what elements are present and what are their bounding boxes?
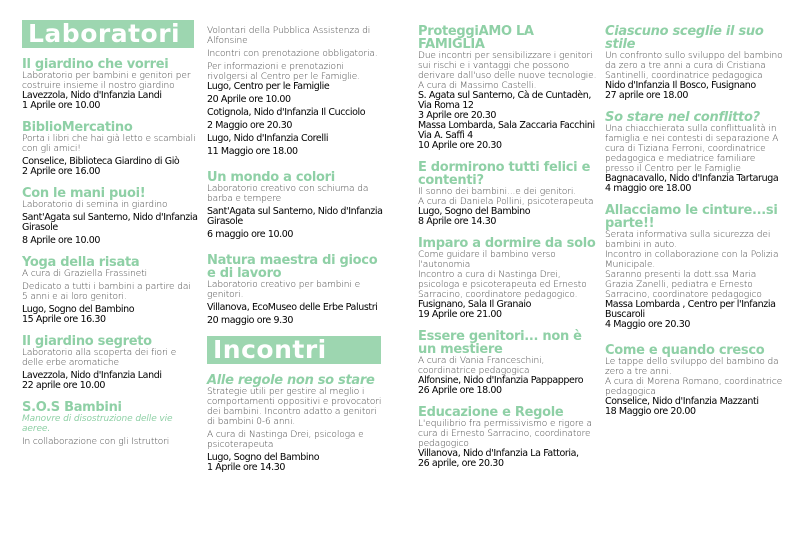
event-allacciamo-le-cinture [605,204,787,330]
event-location: Sant'Agata sul Santerno, Nido d'Infanzia Girasole [207,206,383,227]
event-date: 20 maggio ore 9.30 [207,315,294,326]
event-title: BiblioMercatino [22,120,133,135]
event-date: 20 Aprile ore 10.00 [207,94,291,105]
event-location: Lugo, Centro per le Famiglie [207,81,330,92]
event-description: Incontro a cura di Nastinga Drei, psicologa e psicoterapeuta ed Ernesto Sarracino, coordinatore pedagogico. [418,270,587,300]
event-imparo-a-dormire [418,237,600,320]
column-3 [418,25,600,479]
event-description: Una chiacchierata sulla conflittualità in famiglia e nei contesti di separazione A cura di Tiziana Ferroni, coordinatrice pedagogica e mediatrice familiare presso il Centro per le Famiglie [605,124,779,174]
section-heading-laboratori: Laboratori [22,20,194,48]
event-location: Massa Lombarda , Centro per l'Infanzia Buscaroli [605,299,776,320]
event-location: Conselice, Nido d'Infanzia Mazzanti [605,396,759,407]
event-subtitle: Manovre di disostruzione delle vie aeree. [22,414,173,434]
event-location: Sant'Agata sul Santerno, Nido d'Infanzia Girasole [22,212,198,233]
event-description: Laboratorio alla scoperta dei fiori e delle erbe aromatiche [22,348,177,368]
event-date: 19 Aprile ore 21.00 [418,309,502,320]
event-location: Lugo, Nido d'Infanzia Corelli [207,133,329,144]
event-description: L'equilibrio fra permissivismo e rigore a cura di Ernesto Sarracino, coordinatore pedagogico [418,419,592,449]
column-2 [207,26,385,483]
event-essere-genitori [418,330,600,396]
event-title: Essere genitori... non è un mestiere [418,329,582,357]
event-sos-bambini [22,401,198,447]
event-description: Laboratorio creativo per bambini e genitori. [207,280,361,300]
event-description: A cura di Daniela Pollini, psicoterapeuta [418,197,594,207]
event-il-giardino-segreto [22,335,198,391]
event-description: Volontari della Pubblica Assistenza di Alfonsine [207,26,371,46]
event-title: Alle regole non so stare [207,373,375,388]
event-location: Fusignano, Sala Il Granaio [418,299,532,310]
event-title: Come e quando cresco [605,343,765,358]
event-bibliomercatino [22,121,198,177]
event-title: Allacciamo le cinture...si parte!! [605,203,778,231]
event-description: Strategie utili per gestire al meglio i comportamenti oppositivi e provocatori dei bambini. Incontro adatto a genitori di bambini 0-6 anni. [207,387,382,427]
event-come-e-quando-cresco [605,344,787,417]
event-date: 15 Aprile ore 16.30 [22,314,106,325]
event-description: In collaborazione con gli Istruttori [22,437,170,447]
event-il-giardino-che-vorrei [22,58,198,111]
event-date: 4 Maggio ore 20.30 [605,319,690,330]
event-title: Il giardino segreto [22,334,152,349]
event-description: Un confronto sullo sviluppo del bambino da zero a tre anni a cura di Cristiana Santinelli, coordinatrice pedagogica [605,51,783,81]
event-date: 1 Aprile ore 10.00 [22,100,101,111]
event-title: Yoga della risata [22,255,140,270]
column-1 [22,20,198,457]
event-location: Lugo, Sogno del Bambino [22,304,135,315]
event-description: A cura di Nastinga Drei, psicologa e psicoterapeuta [207,430,364,450]
event-un-mondo-a-colori [207,171,385,240]
event-date: 2 Aprile ore 16.00 [22,166,101,177]
event-description: Incontro in collaborazione con la Polizia Municipale. [605,250,779,270]
event-natura-maestra [207,254,385,326]
event-title: S.O.S Bambini [22,400,122,415]
event-description: Dedicato a tutti i bambini a partire dai 5 anni e ai loro genitori. [22,282,191,302]
event-title: Il giardino che vorrei [22,57,169,72]
event-location: Nido d'Infanzia Il Bosco, Fusignano [605,80,756,91]
event-title: E dormirono tutti felici e contenti? [418,160,591,188]
event-title: Educazione e Regole [418,405,564,420]
event-location: Massa Lombarda, Sala Zaccaria Facchini Via A. Saffi 4 [418,120,595,141]
event-description: A cura di Graziella Frassineti [22,269,148,279]
event-description: Incontri con prenotazione obbligatoria. [207,49,378,59]
event-title: Ciascuno sceglie il suo stile [605,24,764,52]
event-ciascuno-sceglie [605,25,787,101]
event-description: Serata informativa sulla sicurezza dei bambini in auto. [605,230,771,250]
event-location: Lavezzola, Nido d'Infanzia Landi [22,370,162,381]
event-title: So stare nel conflitto? [605,110,760,125]
event-description: Laboratorio creativo con schiuma da barba e tempere [207,184,369,204]
event-alle-regole [207,374,385,473]
event-location: Alfonsine, Nido d'Infanzia Pappappero [418,375,584,386]
event-date: 6 maggio ore 10.00 [207,229,294,240]
event-description: Le tappe dello sviluppo del bambino da zero a tre anni. [605,357,779,377]
event-description: Due incontri per sensibilizzare i genitori sui rischi e i vantaggi che possono derivare dall'uso delle nuove tecnologie. A cura di Massimo Castelli. [418,51,597,91]
event-educazione-e-regole [418,406,600,469]
event-location: Conselice, Biblioteca Giardino di Giò [22,156,180,167]
event-proteggiamo-la-famiglia [418,25,600,151]
section-heading-incontri: Incontri [207,336,381,364]
event-location: Lugo, Sogno del Bambino [418,206,531,217]
event-location: Lugo, Sogno del Bambino [207,452,320,463]
event-date: 8 Aprile ore 10.00 [22,235,101,246]
event-title: Imparo a dormire da solo [418,236,596,251]
event-yoga-della-risata [22,256,198,325]
event-e-dormirono [418,161,600,227]
event-date: 22 aprile ore 10.00 [22,380,105,391]
event-date: 2 Maggio ore 20.30 [207,120,292,131]
event-description: A cura di Vania Franceschini, coordinatrice pedagogica [418,356,545,376]
event-location: S. Agata sul Santerno, Cà de Cuntadèn, Via Roma 12 [418,90,591,111]
event-title: Con le mani puoi! [22,186,146,201]
event-date: 10 Aprile ore 20.30 [418,140,502,151]
column-4 [605,25,787,427]
event-location: Villanova, Nido d'Infanzia La Fattoria, [418,448,579,459]
event-date: 11 Maggio ore 18.00 [207,146,298,157]
event-location: Villanova, EcoMuseo delle Erbe Palustri [207,302,378,313]
event-date: 26 aprile, ore 20.30 [418,458,504,469]
event-description: Come guidare il bambino verso l'autonomia [418,250,556,270]
event-date: 1 Aprile ore 14.30 [207,462,286,473]
event-con-le-mani-puoi [22,187,198,246]
event-date: 4 maggio ore 18.00 [605,183,692,194]
event-date: 8 Aprile ore 14.30 [418,216,497,227]
event-sos-bambini-continued [207,26,385,157]
event-title: ProteggiAMO LA FAMIGLIA [418,24,534,52]
event-location: Cotignola, Nido d'Infanzia Il Cucciolo [207,107,366,118]
event-date: 26 Aprile ore 18.00 [418,385,502,396]
event-so-stare-nel-conflitto [605,111,787,194]
event-title: Un mondo a colori [207,170,335,185]
event-date: 27 aprile ore 18.00 [605,90,688,101]
event-date: 18 Maggio ore 20.00 [605,406,696,417]
event-title: Natura maestra di gioco e di lavoro [207,253,378,281]
event-description: A cura di Morena Romano, coordinatrice pedagogica [605,377,783,397]
event-description: Saranno presenti la dott.ssa Maria Grazia Zanelli, pediatra e Ernesto Sarracino, coordinatore pedagogico [605,270,762,300]
event-description: Porta i libri che hai già letto e scambiali con gli amici! [22,134,196,154]
event-location: Lavezzola, Nido d'Infanzia Landi [22,90,162,101]
event-date: 3 Aprile ore 20.30 [418,110,497,121]
event-description: Laboratorio per bambini e genitori per costruire insieme il nostro giardino [22,71,191,91]
event-description: Il sonno dei bambini...e dei genitori. [418,187,577,197]
event-description: Per informazioni e prenotazioni rivolgersi al Centro per le Famiglie. [207,62,360,82]
event-location: Bagnacavallo, Nido d'Infanzia Tartaruga [605,173,779,184]
event-description: Laboratorio di semina in giardino [22,200,168,210]
